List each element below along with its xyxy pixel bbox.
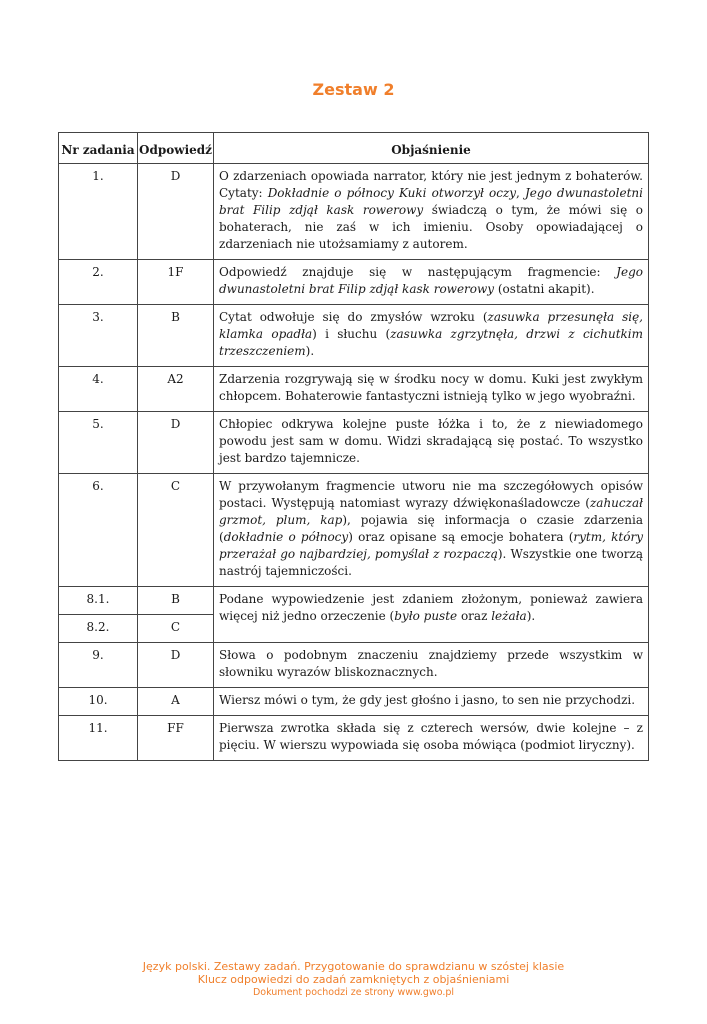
task-answer: D <box>138 164 214 260</box>
table-row <box>59 688 649 716</box>
explanation-text: Podane wypowiedzenie jest zdaniem złożonym, ponieważ zawiera więcej niż jedno orzeczenie ( <box>219 592 643 623</box>
task-number: 1. <box>59 164 138 260</box>
task-number: 4. <box>59 367 138 412</box>
task-explanation <box>214 643 649 688</box>
task-explanation <box>214 305 649 367</box>
task-number: 8.1. <box>59 587 138 615</box>
explanation-text: Zdarzenia rozgrywają się w środku nocy w domu. Kuki jest zwykłym chłopcem. Bohaterowie fantastyczni istnieją tylko w jego wyobraźni. <box>219 372 643 403</box>
page-title: Zestaw 2 <box>312 80 395 99</box>
explanation-text: ), pojawia się informacja o czasie zdarzenia ( <box>219 513 643 544</box>
explanation-text: Wiersz mówi o tym, że gdy jest głośno i jasno, to sen nie przychodzi. <box>219 693 636 707</box>
footer-book-title: Język polski. Zestawy zadań. Przygotowanie do sprawdzianu w szóstej klasie <box>142 960 565 973</box>
task-answer: C <box>138 474 214 587</box>
footer-source: Dokument pochodzi ze strony www.gwo.pl <box>252 987 455 998</box>
explanation-text: Pierwsza zwrotka składa się z czterech wersów, dwie kolejne – z pięciu. W wierszu wypowiada się osoba mówiąca (podmiot liryczny). <box>219 721 643 752</box>
explanation-text: ) i słuchu ( <box>312 327 391 341</box>
task-answer: B <box>138 587 214 615</box>
task-answer: D <box>138 412 214 474</box>
header-explanation: Objaśnienie <box>214 133 649 164</box>
explanation-text: (ostatni akapit). <box>494 282 595 296</box>
task-answer: A <box>138 688 214 716</box>
task-answer: C <box>138 615 214 643</box>
table-header-row <box>59 133 649 164</box>
page-footer <box>0 960 707 999</box>
task-answer: D <box>138 643 214 688</box>
explanation-text: ) oraz opisane są emocje bohatera ( <box>348 530 574 544</box>
footer-subtitle: Klucz odpowiedzi do zadań zamkniętych z objaśnieniami <box>197 973 510 986</box>
explanation-text: Słowa o podobnym znaczeniu znajdziemy przede wszystkim w słowniku wyrazów bliskoznacznych. <box>219 648 643 679</box>
explanation-quote: Dokładnie o północy Kuki otworzył oczy <box>267 186 517 200</box>
task-number: 11. <box>59 716 138 761</box>
task-explanation <box>214 367 649 412</box>
task-answer: 1F <box>138 260 214 305</box>
table-row <box>59 412 649 474</box>
task-explanation <box>214 688 649 716</box>
task-answer: B <box>138 305 214 367</box>
explanation-quote: leżała <box>491 609 527 623</box>
table-row <box>59 643 649 688</box>
task-number: 8.2. <box>59 615 138 643</box>
explanation-quote: zasuwka zgrzytnęła, drzwi z cichutkim trzeszczeniem <box>219 327 644 358</box>
explanation-text: W przywołanym fragmencie utworu nie ma szczegółowych opisów postaci. Występują natomiast wyrazy dźwiękonaśladowcze ( <box>219 479 643 510</box>
task-answer: FF <box>138 716 214 761</box>
header-answer: Odpowiedź <box>138 133 214 164</box>
task-number: 6. <box>59 474 138 587</box>
table-row <box>59 587 649 615</box>
explanation-text: Chłopiec odkrywa kolejne puste łóżka i to, że z niewiadomego powodu jest sam w domu. Widzi skradającą się postać. To wszystko jest bardzo tajemnicze. <box>219 417 643 465</box>
explanation-text: Cytat odwołuje się do zmysłów wzroku ( <box>219 310 488 324</box>
task-number: 3. <box>59 305 138 367</box>
explanation-text: świadczą o tym, że mówi się o bohaterach, nie zaś w ich imieniu. Osoby opowiadającej o zdarzeniach nie utożsamiamy z autorem. <box>219 203 643 251</box>
task-explanation <box>214 412 649 474</box>
explanation-quote: Jego dwunastoletni brat Filip zdjął kask rowerowy <box>219 186 643 217</box>
task-explanation <box>214 587 649 643</box>
explanation-quote: rytm, który przerażał go najbardziej, pomyślał z rozpaczą <box>219 530 643 561</box>
header-task-number: Nr zadania <box>59 133 138 164</box>
table-row <box>59 367 649 412</box>
explanation-quote: Jego dwunastoletni brat Filip zdjął kask rowerowy <box>219 265 643 296</box>
explanation-text: ). Wszystkie one tworzą nastrój tajemniczości. <box>219 547 643 578</box>
task-number: 9. <box>59 643 138 688</box>
task-explanation <box>214 474 649 587</box>
explanation-text: ). <box>526 609 536 623</box>
explanation-text: Odpowiedź znajduje się w następującym fragmencie: <box>219 265 617 279</box>
explanation-text: O zdarzeniach opowiada narrator, który nie jest jednym z bohaterów. Cytaty: <box>219 169 643 200</box>
task-number: 2. <box>59 260 138 305</box>
explanation-quote: dokładnie o północy <box>223 530 349 544</box>
explanation-quote: zasuwka przesunęła się, klamka opadła <box>219 310 643 341</box>
table-row <box>59 305 649 367</box>
task-explanation <box>214 164 649 260</box>
table-row <box>59 164 649 260</box>
table-row <box>59 260 649 305</box>
task-explanation <box>214 260 649 305</box>
table-row <box>59 716 649 761</box>
explanation-quote: było puste <box>394 609 458 623</box>
task-number: 10. <box>59 688 138 716</box>
answer-key-table <box>58 132 649 761</box>
explanation-text: , <box>516 186 525 200</box>
task-explanation <box>214 716 649 761</box>
task-number: 5. <box>59 412 138 474</box>
explanation-text: oraz <box>457 609 492 623</box>
explanation-quote: zahuczał grzmot, plum, kap <box>219 496 643 527</box>
task-answer: A2 <box>138 367 214 412</box>
table-row <box>59 474 649 587</box>
explanation-text: ). <box>305 344 315 358</box>
